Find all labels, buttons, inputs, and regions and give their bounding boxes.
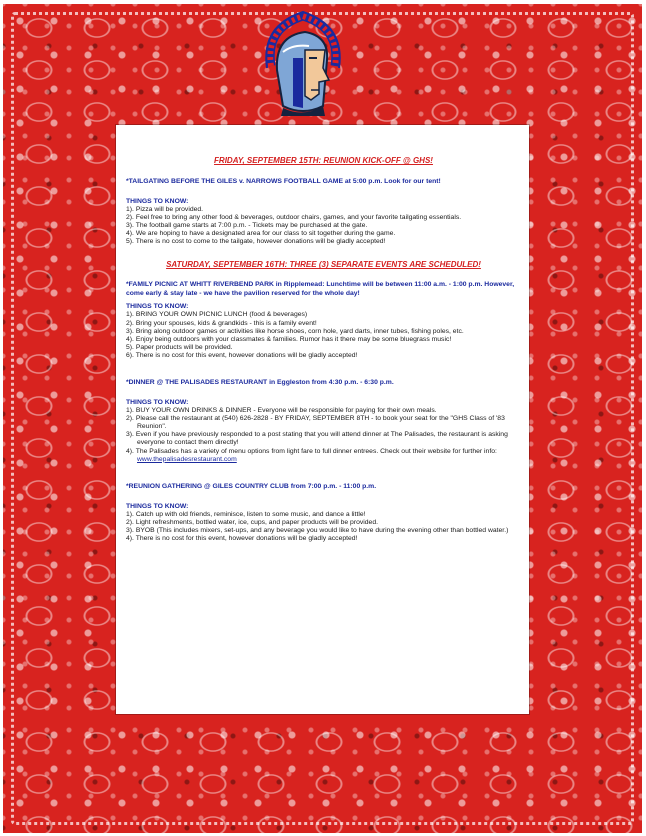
list-item: 1). BUY YOUR OWN DRINKS & DINNER - Everyone will be responsible for paying for their own meals. bbox=[126, 407, 437, 415]
dinner-things-to-know-label: THINGS TO KNOW: bbox=[126, 399, 189, 407]
saturday-heading: SATURDAY, SEPTEMBER 16TH: THREE (3) SEPARATE EVENTS ARE SCHEDULED! bbox=[166, 260, 481, 270]
picnic-things-to-know-label: THINGS TO KNOW: bbox=[126, 303, 189, 311]
list-item: 4). Enjoy being outdoors with your classmates & families. Rumor has it there may be some bluegrass music! bbox=[126, 335, 452, 343]
list-item: 1). BRING YOUR OWN PICNIC LUNCH (food & beverages) bbox=[126, 311, 308, 319]
gathering-things-list bbox=[126, 511, 521, 543]
picnic-event-title: *FAMILY PICNIC AT WHITT RIVERBEND PARK in Ripplemead: Lunchtime will be between 11:00 a.m. - 1:00 p.m. However, come early & stay late - we have the pavilion reserved for the whole day! bbox=[126, 281, 515, 298]
list-item: 4). We are hoping to have a designated area for our class to sit together during the game. bbox=[126, 230, 396, 238]
gathering-event-title: *REUNION GATHERING @ GILES COUNTRY CLUB from 7:00 p.m. - 11:00 p.m. bbox=[126, 482, 377, 490]
list-item bbox=[126, 448, 521, 464]
list-item: 2). Bring your spouses, kids & grandkids - this is a family event! bbox=[126, 319, 317, 327]
tailgating-event-title: *TAILGATING BEFORE THE GILES v. NARROWS FOOTBALL GAME at 5:00 p.m. Look for our tent! bbox=[126, 178, 441, 185]
list-item: 4). There is no cost for this event, however donations will be gladly accepted! bbox=[126, 534, 358, 542]
dinner-item-4-text: 4). The Palisades has a variety of menu options from light fare to full dinner entrees. Check out their website for further info: bbox=[126, 447, 497, 455]
list-item: 1). Pizza will be provided. bbox=[126, 206, 204, 213]
friday-things-to-know-label: THINGS TO KNOW: bbox=[126, 198, 189, 205]
list-item: 3). The football game starts at 7:00 p.m. - Tickets may be purchased at the gate. bbox=[126, 222, 368, 230]
dinner-event-title: *DINNER @ THE PALISADES RESTAURANT in Eggleston from 4:30 p.m. - 6:30 p.m. bbox=[126, 379, 394, 387]
list-item: 3). BYOB (This includes mixers, set-ups, and any beverage you would like to have during the evening other than bottled water.) bbox=[126, 526, 509, 534]
spartan-helmet-mascot-icon bbox=[253, 8, 353, 118]
palisades-website-link[interactable]: www.thepalisadesrestaurant.com bbox=[137, 455, 237, 463]
dinner-things-list bbox=[126, 407, 521, 464]
picnic-things-list bbox=[126, 311, 521, 360]
gathering-things-to-know-label: THINGS TO KNOW: bbox=[126, 502, 189, 510]
list-item: 2). Please call the restaurant at (540) 626-2828 - BY FRIDAY, SEPTEMBER 8TH - to book your seat for the "GHS Class of '83 Reunion". bbox=[126, 415, 505, 431]
friday-heading: FRIDAY, SEPTEMBER 15TH: REUNION KICK-OFF @ GHS! bbox=[214, 156, 433, 165]
friday-things-list bbox=[126, 206, 521, 246]
list-item: 3). Even if you have previously responded to a post stating that you will attend dinner at The Palisades, the restaurant is asking everyone to contact them directly! bbox=[126, 431, 508, 447]
list-item: 6). There is no cost for this event, however donations will be gladly accepted! bbox=[126, 351, 358, 359]
flyer-content-panel bbox=[118, 127, 527, 712]
list-item: 3). Bring along outdoor games or activities like horse shoes, corn hole, yard darts, inner tubes, fishing poles, etc. bbox=[126, 327, 464, 335]
list-item: 2). Feel free to bring any other food & beverages, outdoor chairs, games, and your favorite tailgating essentials. bbox=[126, 214, 462, 222]
list-item: 5). There is no cost to come to the tailgate, however donations will be gladly accepted! bbox=[126, 238, 386, 246]
list-item: 5). Paper products will be provided. bbox=[126, 343, 233, 351]
list-item: 2). Light refreshments, bottled water, ice, cups, and paper products will be provided. bbox=[126, 518, 378, 526]
list-item: 1). Catch up with old friends, reminisce, listen to some music, and dance a little! bbox=[126, 510, 366, 518]
